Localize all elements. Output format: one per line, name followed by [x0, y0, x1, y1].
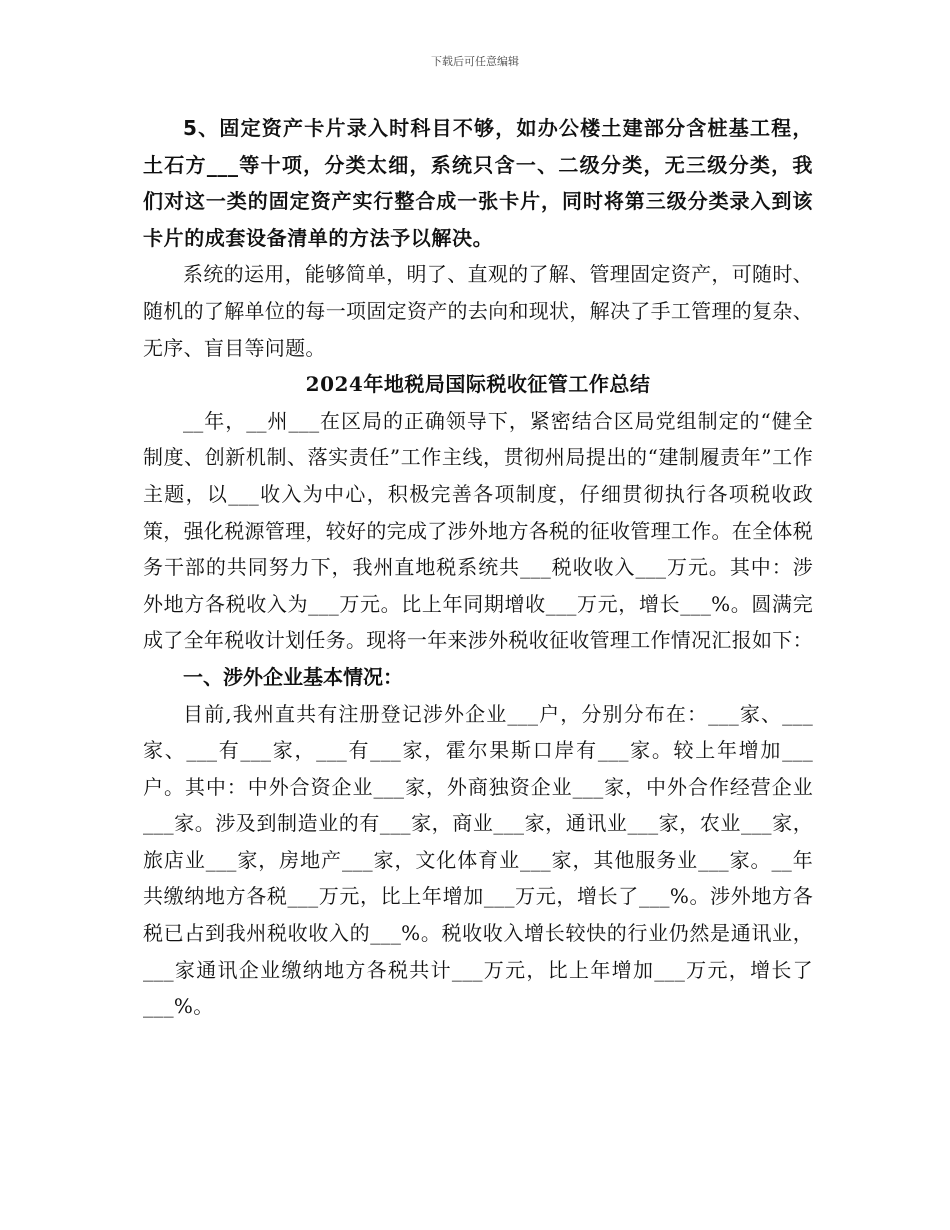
document-title: 2024年地税局国际税收征管工作总结: [305, 372, 651, 397]
page-header-note: 下载后可任意编辑: [431, 55, 519, 68]
section-heading-foreign-enterprises: 一、涉外企业基本情况：: [183, 664, 403, 689]
document-body: [143, 110, 813, 1025]
paragraph-enterprise-details: 目前,我州直共有注册登记涉外企业___户，分别分布在：___家、___家、___有___家，___有___家，霍尔果斯口岸有___家。较上年增加___户。其中：中外合资企业___家，外商独资企业___家，中外合作经营企业___家。涉及到制造业的有___家，商业___家，通讯业___家，农业___家，旅店业___家，房地产___家，文化体育业___家，其他服务业___家。__年共缴纳地方各税___万元，比上年增加___万元，增长了___%。涉外地方各税已占到我州税收收入的___%。税收收入增长较快的行业仍然是通讯业，___家通讯企业缴纳地方各税共计___万元，比上年增加___万元，增长了___%。: [143, 701, 813, 1019]
paragraph-intro-summary: __年，__州___在区局的正确领导下，紧密结合区局党组制定的“健全制度、创新机制、落实责任”工作主线，贯彻州局提出的“建制履责年”工作主题，以___收入为中心，积极完善各项制度，仔细贯彻执行各项税收政策，强化税源管理，较好的完成了涉外地方各税的征收管理工作。在全体税务干部的共同努力下，我州直地税系统共___税收收入___万元。其中：涉外地方各税收入为___万元。比上年同期增收___万元，增长___%。圆满完成了全年税收计划任务。现将一年来涉外税收征收管理工作情况汇报如下：: [143, 408, 813, 653]
paragraph-system-usage: 系统的运用，能够简单，明了、直观的了解、管理固定资产，可随时、随机的了解单位的每一项固定资产的去向和现状，解决了手工管理的复杂、无序、盲目等问题。: [143, 262, 813, 360]
paragraph-fixed-asset-card: 5、固定资产卡片录入时科目不够，如办公楼土建部分含桩基工程，土石方___等十项，分类太细，系统只含一、二级分类，无三级分类，我们对这一类的固定资产实行整合成一张卡片，同时将第三级分类录入到该卡片的成套设备清单的方法予以解决。: [143, 116, 813, 250]
